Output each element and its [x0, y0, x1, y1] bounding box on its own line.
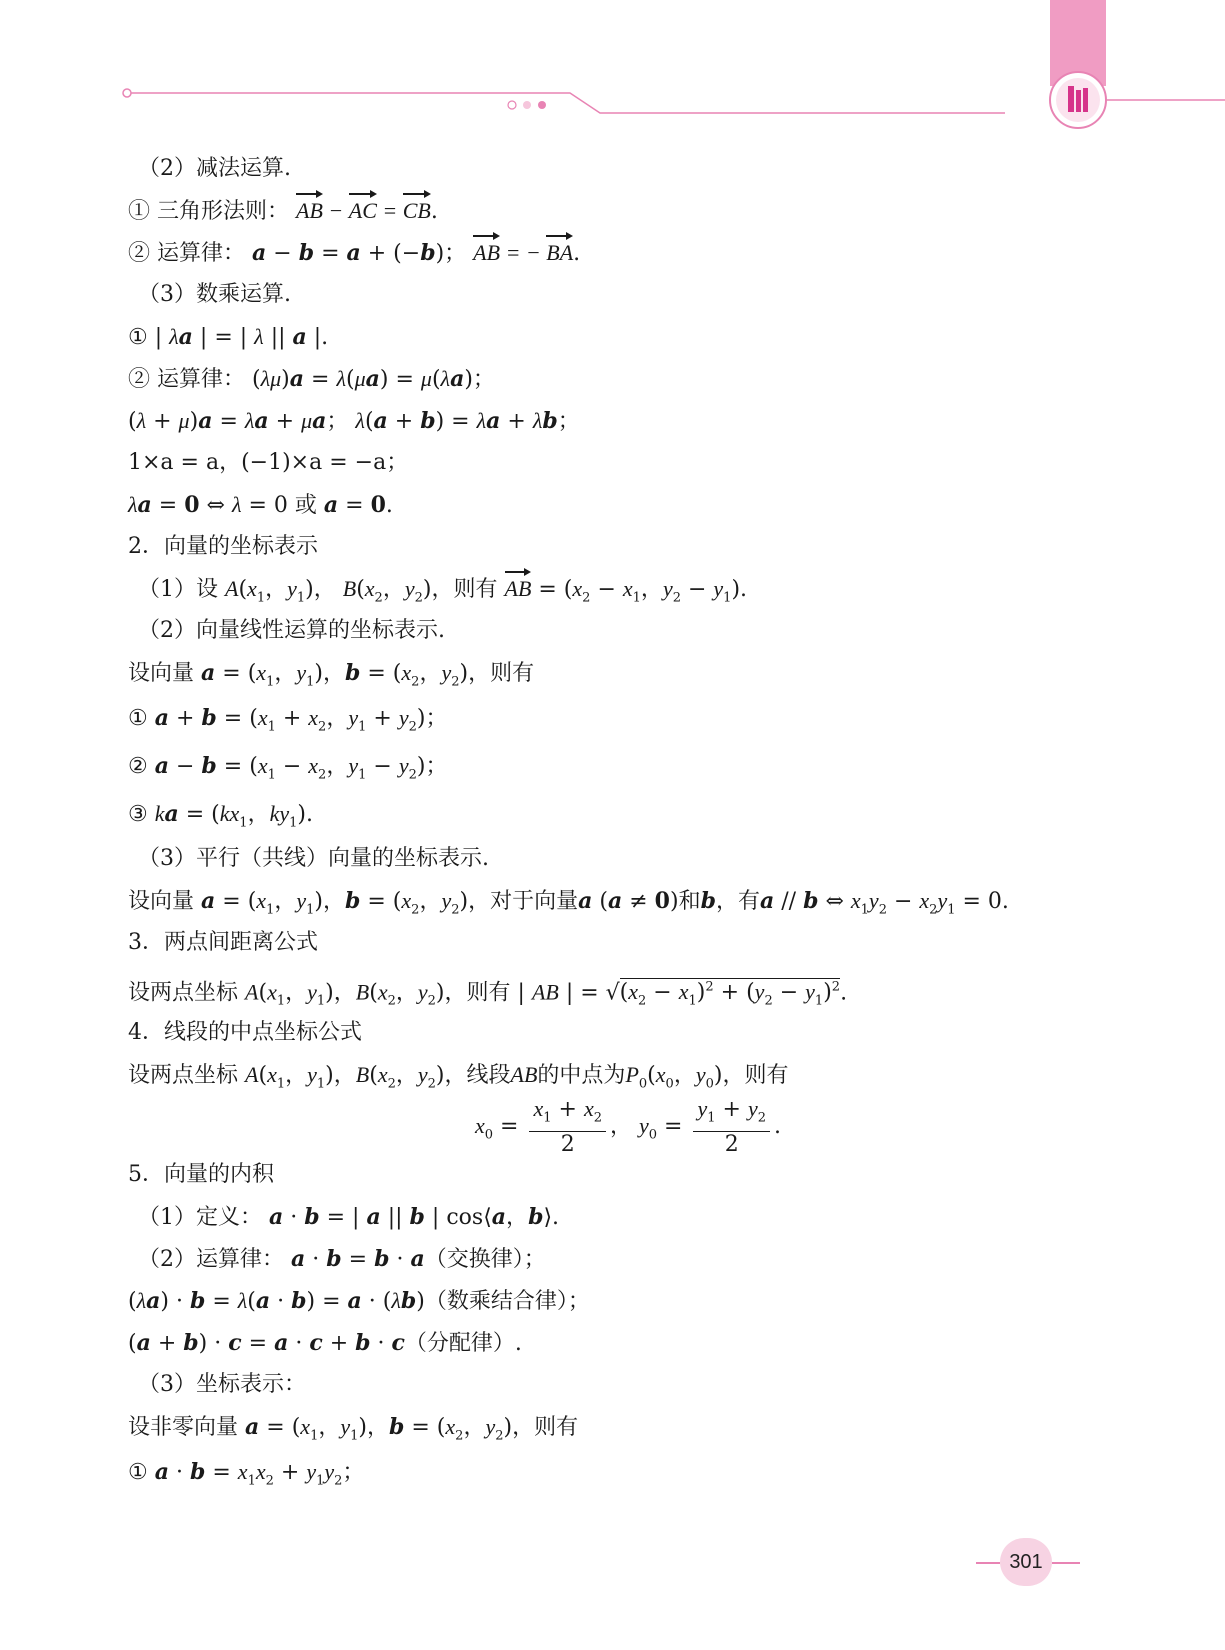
midpoint-formula: $x_0$ = $\frac{x_1 + x_2}{2}$ ， $y_0$ = $\frac{y_1 + y_2}{2}$ . [475, 1096, 781, 1158]
section-distance: 3．两点间距离公式 [128, 930, 318, 955]
coord-scalar: ③ ka = ($kx_1$，$ky_1$). [128, 801, 313, 831]
inner-product-associative: (λa) · b = λ(a · b) = a · (λb)（数乘结合律）； [128, 1288, 590, 1314]
inner-product-definition: （1）定义： a · b = | a || b | cos⟨a，b⟩. [138, 1204, 560, 1230]
scalar-zero: λa = 0 ⇔ λ = 0 或 a = 0. [128, 492, 393, 518]
coord-sum: ① $a + b = (x_1 + x_2$，$y_1 + y_2$)； [128, 705, 448, 735]
subtraction-law: ② 运算律： a − b = a + (−b)； AB = − BA. [128, 232, 1128, 274]
page-number: 301 [1000, 1538, 1052, 1586]
subsection-parallel: （3）平行（共线）向量的坐标表示. [138, 846, 489, 871]
section-coordinates: 2．向量的坐标表示 [128, 534, 318, 559]
midpoint-intro: 设两点坐标 $A(x_1$，$y_1$)，$B(x_2$，$y_2$)，线段AB的中点为$P_0(x_0$，$y_0$)，则有 [128, 1062, 789, 1092]
page-content [128, 148, 1128, 1496]
inner-product-coord: ① $a \cdot b = x_1x_2 + y_1y_2$； [128, 1459, 365, 1489]
page-number-line-left [976, 1562, 1000, 1564]
distance-formula: 设两点坐标 $A(x_1$，$y_1$)，$B(x_2$，$y_2$)，则有 | AB | = $√(x_2 - x_1)^2 + (y_2 - y_1)^2$. [128, 979, 848, 1009]
page-number-line-right [1052, 1562, 1080, 1564]
page-header [0, 0, 1225, 150]
nonzero-vectors-definition: 设非零向量 $a = (x_1$，$y_1$)，$b = (x_2$，$y_2$)，则有 [128, 1414, 579, 1444]
inner-product-distributive: (a + b) · c = a · c + b · c（分配律）. [128, 1330, 522, 1356]
section-midpoint: 4．线段的中点坐标公式 [128, 1020, 362, 1045]
coord-difference: ② $a - b = (x_1 - x_2$，$y_1 - y_2$)； [128, 753, 448, 783]
scalar-abs: ① | λa | = | λ || a |. [128, 324, 329, 350]
book-stack-icon [1044, 70, 1112, 130]
section-inner-product: 5．向量的内积 [128, 1162, 274, 1187]
scalar-law-1: ② 运算律： (λμ)a = λ(μa) = μ(λa)； [128, 366, 495, 392]
vectors-definition: 设向量 $a = (x_1$，$y_1$)，$b = (x_2$，$y_2$)，则有 [128, 660, 535, 690]
scalar-law-2: (λ + μ)a = λa + μa； λ(a + b) = λa + λb； [128, 408, 580, 434]
inner-product-commutative: （2）运算律： a · b = b · a（交换律）； [138, 1246, 546, 1272]
parallel-condition: 设向量 $a = (x_1$，$y_1$)，$b = (x_2$，$y_2$)，对于向量a (a ≠ 0)和b，有a // b ⇔ $x_1y_2 - x_2y_1 = 0$. [128, 888, 1009, 918]
subsection-linear-ops: （2）向量线性运算的坐标表示. [138, 618, 445, 643]
header-decoration [0, 0, 1225, 150]
subsection-inner-coord: （3）坐标表示： [138, 1372, 306, 1397]
scalar-law-3: 1×a = a，(−1)×a = −a； [128, 450, 409, 475]
subsection-subtraction: （2）减法运算. [138, 156, 291, 181]
triangle-rule: ① 三角形法则： AB − AC = CB. [128, 190, 1128, 232]
coordinate-vector-ab: （1）设 $A(x_1$，$y_1$)， $B(x_2$，$y_2$)，则有 AB = ($x_2 - x_1$，$y_2 - y_1$). [128, 568, 1128, 610]
subsection-scalar-multiplication: （3）数乘运算. [138, 282, 291, 307]
